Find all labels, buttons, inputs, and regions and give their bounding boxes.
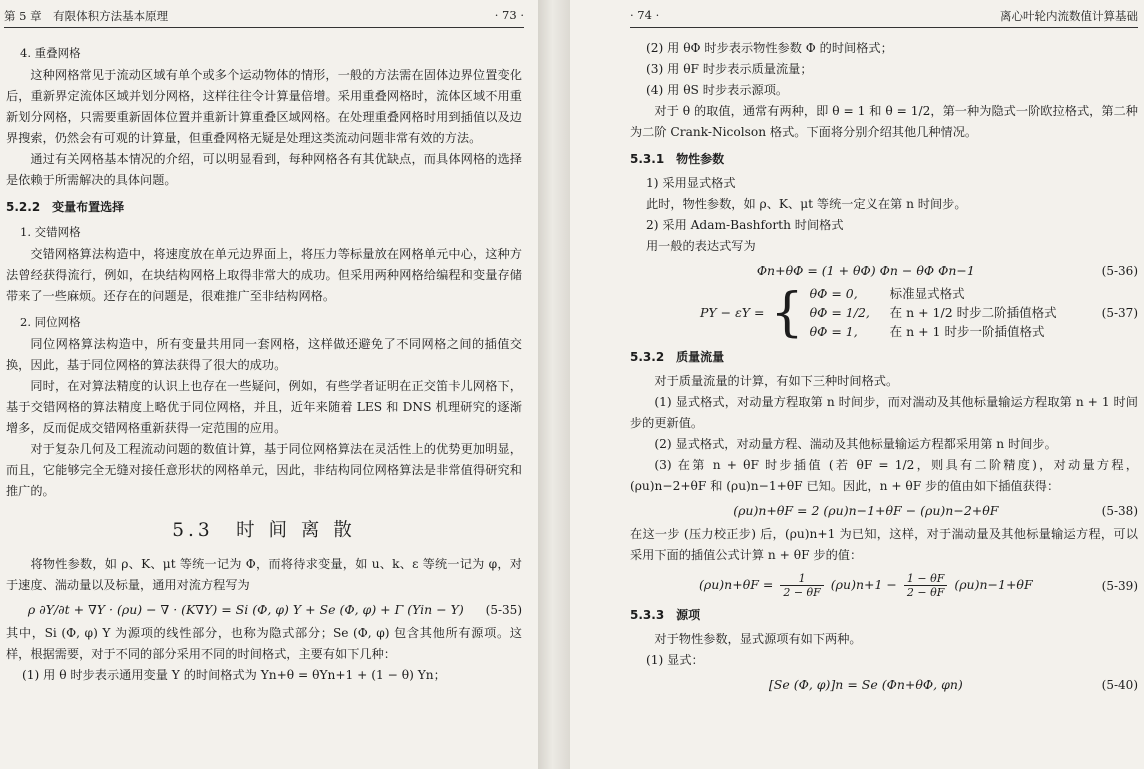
list-item: (1) 显式： — [646, 653, 704, 667]
brace-symbol: { — [770, 282, 804, 343]
case-row — [810, 303, 1057, 322]
equation-number: (5-40) — [1101, 677, 1138, 692]
equation-5-35 — [6, 602, 522, 617]
case-condition: θΦ = 0, — [809, 286, 858, 301]
section-number: 5.3.1 — [630, 152, 665, 166]
subsection-staggered-grid: 1. 交错网格 — [20, 225, 81, 239]
equation-body: [Se (Φ, φ)]n = Se (Φn+θΦ, φn) — [768, 677, 963, 692]
section-number: 5.3.2 — [630, 350, 665, 364]
list-item: (2) 用 θΦ 时步表示物性参数 Φ 的时间格式； — [646, 41, 893, 55]
subsection-collocated-grid: 2. 同位网格 — [20, 315, 81, 329]
right-header-booktitle: 离心叶轮内流数值计算基础 — [1000, 9, 1138, 23]
paragraph: 交错网格算法构造中，将速度放在单元边界面上，将压力等标量放在网格单元中心，这种方法曾经获得流行，例如，在块结构网格上取得非常大的成功。但采用两种网格给编程和变量存储带来了一些麻烦。还存在的问题是，很难推广至非结构网格。 — [6, 247, 522, 303]
equation-number: (5-37) — [1101, 305, 1138, 320]
left-header-rule — [4, 27, 524, 28]
section-title: 物性参数 — [676, 152, 725, 166]
equation-body: Φn+θΦ = (1 + θΦ) Φn − θΦ Φn−1 — [756, 263, 975, 278]
equation-body: ρ ∂Y/∂t + ∇Y · (ρu) − ∇ · (K∇Y) = Si (Φ, φ) Y + Se (Φ, φ) + Γ (Yin − Y) — [27, 602, 464, 617]
equation-number: (5-35) — [485, 602, 522, 617]
paragraph: (3) 在第 n + θF 时步插值 (若 θF = 1/2，则具有二阶精度)，对动量方程，(ρu)n−2+θF 和 (ρu)n−1+θF 已知。因此，n + θF 步的值由如下插值获得： — [630, 458, 1138, 493]
left-page — [0, 0, 538, 769]
book-gutter — [538, 0, 570, 769]
right-page — [570, 0, 1144, 769]
equation-5-38 — [630, 503, 1138, 518]
left-body — [6, 38, 522, 686]
paragraph: 同位网格算法构造中，所有变量共用同一套网格，这样做还避免了不同网格之间的插值交换，因此，基于同位网格的算法获得了很大的成功。 — [6, 337, 522, 372]
equation-number: (5-39) — [1101, 578, 1138, 593]
paragraph: 将物性参数，如 ρ、K、μt 等统一记为 Φ，而将待求变量，如 u、k、ε 等统一记为 φ，对于速度、湍动量以及标量，通用对流方程写为 — [6, 557, 522, 592]
paragraph: 对于质量流量的计算，有如下三种时间格式。 — [654, 374, 899, 388]
paragraph: 在这一步 (压力校正步) 后，(ρu)n+1 为已知，这样，对于湍动量及其他标量输运方程，可以采用下面的插值公式计算 n + θF 步的值： — [630, 527, 1138, 562]
case-text: 在 n + 1/2 时步二阶插值格式 — [889, 305, 1057, 320]
section-heading-5-3-1 — [630, 149, 1138, 169]
paragraph: 同时，在对算法精度的认识上也存在一些疑问，例如，有些学者证明在正交笛卡儿网格下，基于交错网格的算法精度上略优于同位网格，并且，近年来随着 LES 和 DNS 机理研究的逐渐增多，反而促成交错网格重新获得一定范围的应用。 — [6, 379, 522, 435]
section-heading-5-2-2 — [6, 197, 522, 217]
equation-5-40 — [630, 677, 1138, 692]
right-page-number: · 74 · — [630, 8, 660, 22]
paragraph: 这种网格常见于流动区域有单个或多个运动物体的情形，一般的方法需在固体边界位置变化后，重新界定流体区域并划分网格，这样往往令计算量倍增。采用重叠网格时，流体区域不用重新划分网格，只需要重新固体位置并重新计算重叠区域网格。在处理重叠网格时用到插值以及边界搜索，仍然会有可观的计算量，但重叠网格无疑是处理这类流动问题非常有效的方法。 — [6, 68, 522, 145]
numerator: 1 — [780, 572, 823, 586]
section-number: 5.3.3 — [630, 608, 665, 622]
section-number: 5.2.2 — [6, 200, 41, 214]
section-title: 源项 — [676, 608, 701, 622]
subsection-overlap-grid: 4. 重叠网格 — [20, 46, 81, 60]
case-text: 标准显式格式 — [889, 286, 965, 301]
equation-5-39 — [630, 572, 1138, 599]
list-item-text: 此时，物性参数，如 ρ、K、μt 等统一定义在第 n 时间步。 — [646, 197, 967, 211]
left-header-chapter: 第 5 章 有限体积方法基本原理 — [4, 9, 169, 23]
section-title: 变量布置选择 — [52, 200, 125, 214]
paragraph: 对于物性参数，显式源项有如下两种。 — [654, 632, 862, 646]
equation-5-36 — [630, 263, 1138, 278]
section-heading-5-3-3 — [630, 605, 1138, 625]
list-item: 1) 采用显式格式 — [646, 176, 736, 190]
case-rows — [810, 284, 1057, 341]
paragraph: 对于复杂几何及工程流动问题的数值计算，基于同位网格算法在灵活性上的优势更加明显，而且，它能够完全无缝对接任意形状的网格单元，因此，非结构同位网格算法是非常值得研究和推广的。 — [6, 442, 522, 498]
paragraph: 对于 θ 的取值，通常有两种，即 θ = 1 和 θ = 1/2，第一种为隐式一阶欧拉格式，第二种为二阶 Crank-Nicolson 格式。下面将分别介绍其他几种情况。 — [630, 104, 1138, 139]
numerator: 1 − θF — [904, 572, 947, 586]
list-item-text: 用一般的表达式写为 — [646, 239, 756, 253]
equation-5-37 — [630, 284, 1138, 341]
fraction — [780, 572, 823, 599]
list-item: (1) 用 θ 时步表示通用变量 Y 的时间格式为 Yn+θ = θYn+1 + (1 − θ) Yn； — [22, 668, 446, 682]
equation-term: (ρu)n+1 − — [830, 577, 897, 592]
right-body — [630, 38, 1138, 698]
list-item: (3) 用 θF 时步表示质量流量； — [646, 62, 813, 76]
equation-lhs: (ρu)n+θF = — [699, 577, 774, 592]
section-title: 质量流量 — [676, 350, 725, 364]
case-text: 在 n + 1 时步一阶插值格式 — [889, 324, 1045, 339]
section-title-5-3: 5.3 时 间 离 散 — [172, 520, 356, 541]
list-item: (4) 用 θS 时步表示源项。 — [646, 83, 789, 97]
paragraph: 其中，Si (Φ, φ) Y 为源项的线性部分，也称为隐式部分；Se (Φ, φ) 包含其他所有源项。这样，根据需要，对于不同的部分采用不同的时间格式，主要有如下几种： — [6, 626, 522, 661]
left-page-number: · 73 · — [494, 8, 524, 22]
case-condition: θΦ = 1, — [809, 324, 858, 339]
case-row — [810, 322, 1057, 341]
fraction — [904, 572, 947, 599]
right-running-header — [630, 8, 1138, 24]
equation-term: (ρu)n−1+θF — [954, 577, 1033, 592]
equation-lhs: PY − εY = — [700, 305, 765, 320]
case-row — [810, 284, 1057, 303]
right-header-rule — [630, 27, 1138, 28]
equation-body — [630, 572, 1102, 599]
case-condition: θΦ = 1/2, — [809, 305, 870, 320]
paragraph: (1) 显式格式，对动量方程取第 n 时间步，而对湍动及其他标量输运方程取第 n + 1 时间步的更新值。 — [630, 395, 1138, 430]
equation-number: (5-38) — [1101, 503, 1138, 518]
equation-number: (5-36) — [1101, 263, 1138, 278]
list-item: 2) 采用 Adam-Bashforth 时间格式 — [646, 218, 844, 232]
left-running-header — [4, 8, 524, 24]
section-heading-5-3-2 — [630, 347, 1138, 367]
paragraph: 通过有关网格基本情况的介绍，可以明显看到，每种网格各有其优缺点，而具体网格的选择是依赖于所需解决的具体问题。 — [6, 152, 522, 187]
denominator: 2 − θF — [906, 586, 945, 599]
denominator: 2 − θF — [783, 586, 821, 599]
paragraph: (2) 显式格式，对动量方程、湍动及其他标量输运方程都采用第 n 时间步。 — [654, 437, 1057, 451]
equation-body: (ρu)n+θF = 2 (ρu)n−1+θF − (ρu)n−2+θF — [733, 503, 999, 518]
